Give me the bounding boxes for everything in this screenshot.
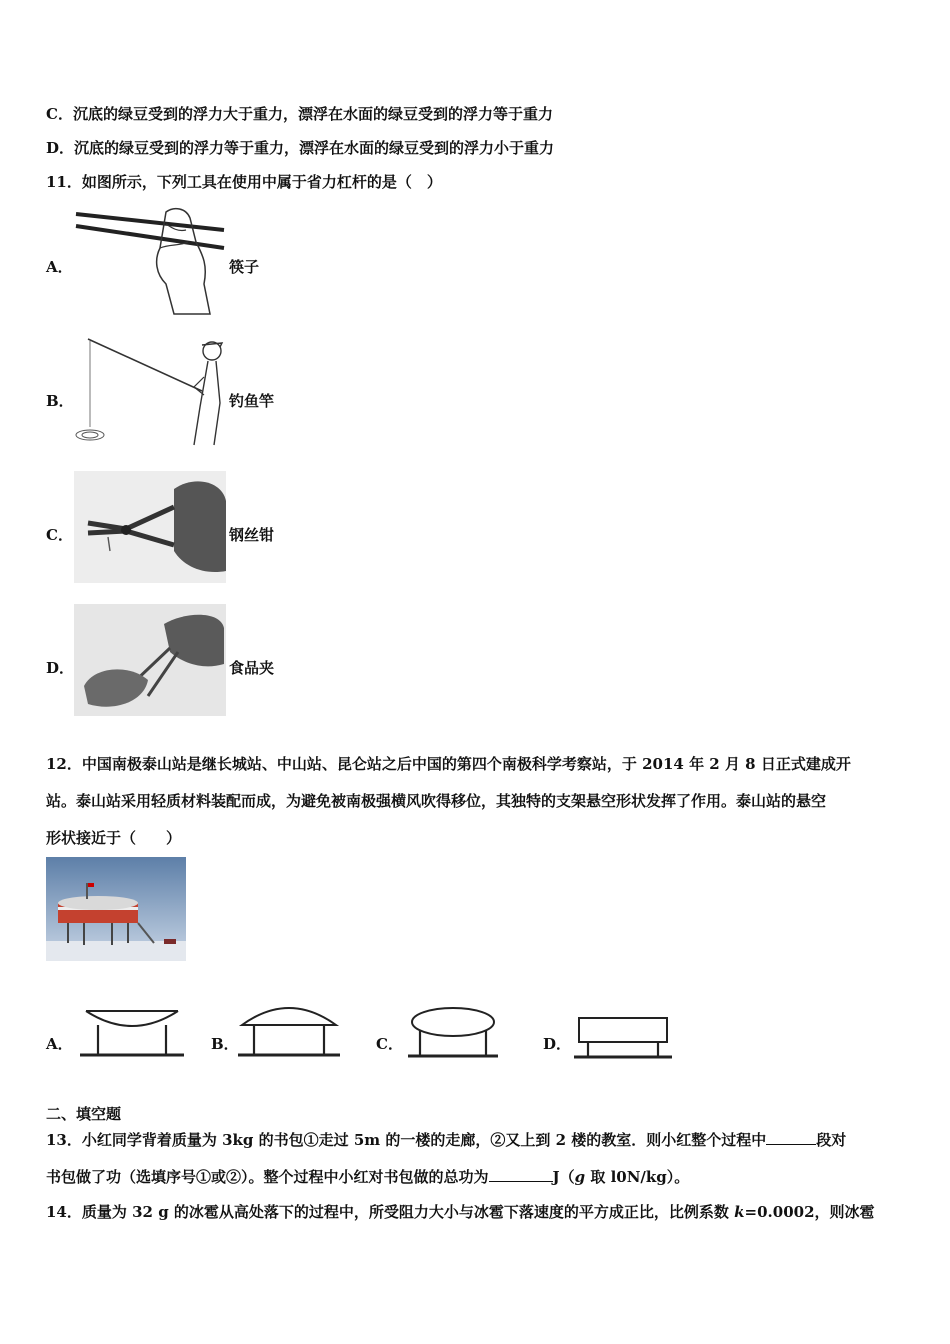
pliers-icon <box>74 471 226 583</box>
q11-option-a-letter: A． <box>46 258 73 276</box>
q13-text-a: 13．小红同学背着质量为 3kg 的书包①走过 5m 的一楼的走廊，②又上到 2 楼的教室．则小红整个过程中 <box>46 1131 767 1149</box>
q11-option-d-name: 食品夹 <box>229 659 275 677</box>
q11-option-a-name: 筷子 <box>229 258 260 276</box>
q13-line-2 <box>46 1166 689 1187</box>
q13-text-e: 取 l0N/kg）。 <box>585 1168 690 1186</box>
q12-option-a-letter: A． <box>46 1035 73 1053</box>
q11-option-b-letter: B． <box>46 392 74 410</box>
hanging-bowl-shape-icon <box>80 1007 184 1059</box>
q13-text-c: 书包做了功（选填序号①或②）。整个过程中小红对书包做的总功为 <box>46 1168 489 1186</box>
q13-answer-blank-1[interactable] <box>766 1129 816 1145</box>
q14-k-symbol: k <box>734 1203 745 1221</box>
q14-line-1 <box>46 1201 875 1222</box>
q12-option-b-letter: B． <box>211 1035 239 1053</box>
q11-option-c-name: 钢丝钳 <box>229 526 275 544</box>
q11-stem: 11．如图所示，下列工具在使用中属于省力杠杆的是（ ） <box>46 173 442 191</box>
ellipse-shape-icon <box>408 1004 498 1060</box>
q12-option-c-letter: C． <box>376 1035 403 1053</box>
q13-text-b: 段对 <box>816 1131 847 1149</box>
q11-option-b-name: 钓鱼竿 <box>229 392 275 410</box>
q12-stem-line-3: 形状接近于（ ） <box>46 829 182 847</box>
chopsticks-icon <box>74 204 226 316</box>
fishing-rod-icon <box>74 337 226 449</box>
q13-g-symbol: g <box>574 1168 586 1186</box>
q12-stem-line-2: 站。泰山站采用轻质材料装配而成，为避免被南极强横风吹得移位，其独特的支架悬空形状发挥了作用。泰山站的悬空 <box>46 792 827 810</box>
section-title: 二、填空题 <box>46 1105 122 1123</box>
q13-line-1 <box>46 1129 846 1150</box>
q10-option-c: C．沉底的绿豆受到的浮力大于重力，漂浮在水面的绿豆受到的浮力等于重力 <box>46 105 553 123</box>
taishan-station-photo <box>46 857 186 961</box>
q12-stem-line-1: 12．中国南极泰山站是继长城站、中山站、昆仑站之后中国的第四个南极科学考察站，于 2014 年 2 月 8 日正式建成开 <box>46 755 851 773</box>
food-tongs-icon <box>74 604 226 716</box>
q11-option-c-letter: C． <box>46 526 73 544</box>
q14-text-b: =0.0002，则冰雹 <box>744 1203 875 1221</box>
q10-option-d: D．沉底的绿豆受到的浮力等于重力，漂浮在水面的绿豆受到的浮力小于重力 <box>46 139 555 157</box>
dome-shape-icon <box>238 999 340 1059</box>
q13-text-d: J（ <box>552 1168 575 1186</box>
q12-option-d-letter: D． <box>543 1035 572 1053</box>
q14-text-a: 14．质量为 32 g 的冰雹从高处落下的过程中，所受阻力大小与冰雹下落速度的平方成正比，比例系数 <box>46 1203 735 1221</box>
q11-option-d-letter: D． <box>46 659 75 677</box>
q13-answer-blank-2[interactable] <box>489 1166 553 1182</box>
box-shape-icon <box>574 1013 672 1061</box>
